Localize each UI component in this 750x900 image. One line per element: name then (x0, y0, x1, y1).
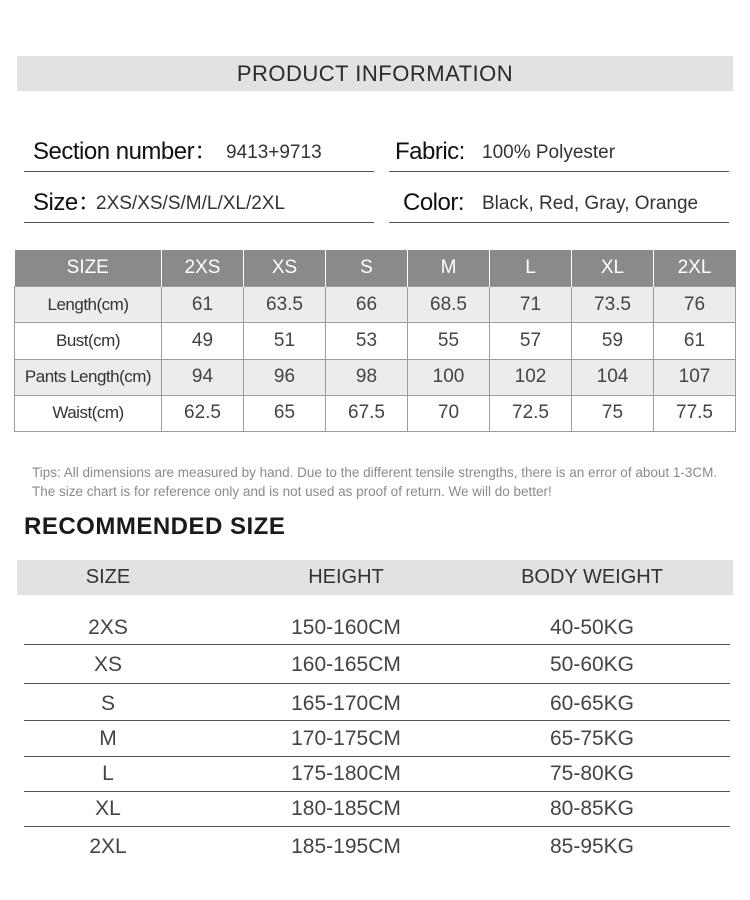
fabric-value: 100% Polyester (482, 142, 616, 163)
table-cell: 77.5 (654, 395, 736, 431)
table-cell: 62.5 (162, 395, 244, 431)
table-cell: 55 (408, 323, 490, 359)
rec-header-height: HEIGHT (308, 566, 384, 588)
table-cell: 73.5 (572, 287, 654, 323)
recommended-size-title: RECOMMENDED SIZE (24, 513, 286, 540)
rec-weight: 50-60KG (549, 653, 635, 676)
list-item (24, 686, 730, 722)
list-item (24, 721, 730, 757)
rec-size: 2XS (88, 616, 128, 639)
table-cell: 59 (572, 323, 654, 359)
rec-weight: 65-75KG (549, 727, 635, 750)
rec-size: S (100, 692, 115, 715)
rec-height: 160-165CM (291, 653, 401, 676)
table-cell: 65 (244, 395, 326, 431)
row-label: Waist(cm) (15, 395, 162, 431)
table-cell: 57 (490, 323, 572, 359)
rec-height: 170-175CM (291, 727, 401, 750)
table-cell: 49 (162, 323, 244, 359)
table-cell: 61 (162, 287, 244, 323)
size-chart-table (14, 250, 736, 432)
size-chart-header: M (408, 250, 490, 287)
rec-header-weight: BODY WEIGHT (521, 566, 663, 588)
rec-height: 150-160CM (291, 616, 401, 639)
size-chart-row-pants-length (15, 359, 736, 395)
section-number-row (24, 128, 374, 172)
table-cell: 70 (408, 395, 490, 431)
rec-size: 2XL (89, 835, 127, 858)
list-item (24, 791, 730, 827)
row-label: Bust(cm) (15, 323, 162, 359)
section-number-label: Section number： (33, 138, 218, 165)
row-label: Pants Length(cm) (15, 359, 162, 395)
size-value: 2XS/XS/S/M/L/XL/2XL (96, 193, 286, 214)
row-divider (24, 683, 730, 684)
size-label: Size： (33, 189, 102, 216)
rec-weight: 85-95KG (549, 835, 635, 858)
rec-height: 180-185CM (291, 797, 401, 820)
fabric-label: Fabric: (395, 138, 465, 165)
row-label: Length(cm) (15, 287, 162, 323)
table-cell: 68.5 (408, 287, 490, 323)
rec-size: XS (93, 653, 122, 676)
row-divider (24, 644, 730, 645)
size-chart-row-bust (15, 323, 736, 359)
size-underline (24, 222, 374, 223)
size-chart-row-waist (15, 395, 736, 431)
size-chart-header: XL (572, 250, 654, 287)
size-chart-header: 2XS (162, 250, 244, 287)
table-cell: 96 (244, 359, 326, 395)
size-chart-header: S (326, 250, 408, 287)
size-chart-header: XS (244, 250, 326, 287)
recommended-header-bar (17, 560, 733, 595)
list-item (24, 610, 730, 646)
rec-height: 185-195CM (291, 835, 401, 858)
color-label: Color: (403, 189, 465, 216)
row-divider (24, 826, 730, 827)
table-cell: 100 (408, 359, 490, 395)
fabric-row (389, 128, 729, 172)
section-number-underline (24, 171, 374, 172)
rec-weight: 60-65KG (549, 692, 635, 715)
size-chart-header: 2XL (654, 250, 736, 287)
table-cell: 61 (654, 323, 736, 359)
rec-weight: 75-80KG (549, 762, 635, 785)
table-cell: 51 (244, 323, 326, 359)
size-chart-header-row (15, 250, 736, 287)
table-cell: 75 (572, 395, 654, 431)
rec-weight: 80-85KG (549, 797, 635, 820)
rec-size: L (102, 762, 114, 785)
size-chart-header: L (490, 250, 572, 287)
table-cell: 67.5 (326, 395, 408, 431)
color-underline (389, 222, 729, 223)
size-chart-row-length (15, 287, 736, 323)
measurement-tips: Tips: All dimensions are measured by hand. Due to the different tensile strengths, there is an error of about 1-3CM. The size chart is for reference only and is not used as proof of return. We will do better! (32, 465, 718, 499)
table-cell: 72.5 (490, 395, 572, 431)
table-cell: 102 (490, 359, 572, 395)
color-value: Black, Red, Gray, Orange (482, 193, 699, 214)
table-cell: 104 (572, 359, 654, 395)
product-info-banner: PRODUCT INFORMATION (17, 56, 733, 91)
table-cell: 63.5 (244, 287, 326, 323)
section-number-value: 9413+9713 (226, 142, 322, 163)
list-item (24, 647, 730, 683)
rec-header-size: SIZE (85, 566, 131, 588)
fabric-underline (389, 171, 729, 172)
rec-size: M (99, 727, 117, 750)
table-cell: 98 (326, 359, 408, 395)
rec-height: 175-180CM (291, 762, 401, 785)
table-cell: 76 (654, 287, 736, 323)
rec-size: XL (95, 797, 121, 820)
color-row (389, 179, 729, 223)
list-item (24, 829, 730, 865)
rec-height: 165-170CM (291, 692, 401, 715)
table-cell: 71 (490, 287, 572, 323)
list-item (24, 756, 730, 792)
table-cell: 53 (326, 323, 408, 359)
table-cell: 66 (326, 287, 408, 323)
table-cell: 107 (654, 359, 736, 395)
table-cell: 94 (162, 359, 244, 395)
rec-weight: 40-50KG (549, 616, 635, 639)
size-chart-header: SIZE (15, 250, 162, 287)
size-row (24, 179, 374, 223)
